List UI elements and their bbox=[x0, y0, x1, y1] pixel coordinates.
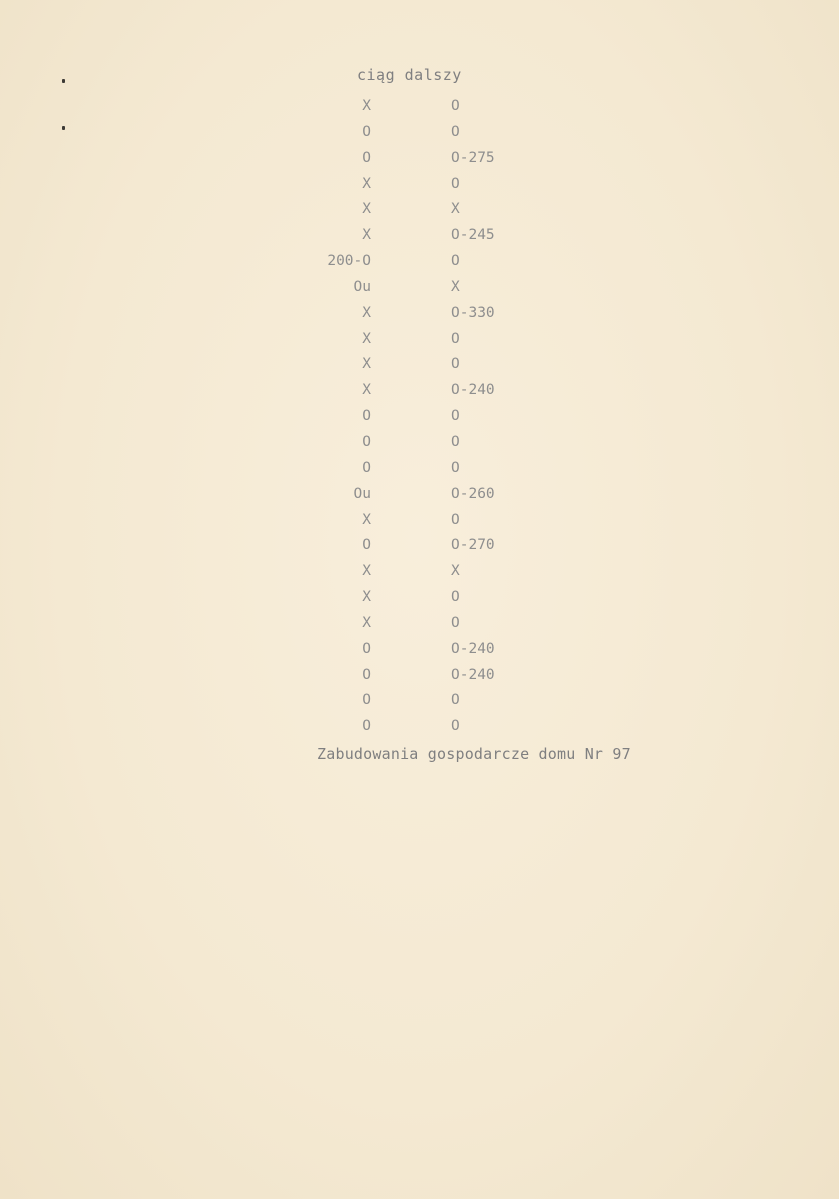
document-header: ciąg dalszy bbox=[357, 66, 462, 84]
entry-right-value: O bbox=[451, 98, 460, 114]
entry-left-value: Ou bbox=[353, 278, 371, 295]
entry-left-value: O bbox=[362, 718, 371, 735]
list-item bbox=[0, 611, 839, 637]
entry-right-value: O-260 bbox=[451, 485, 495, 502]
entry-left-value: O bbox=[362, 537, 371, 554]
entry-left-value: X bbox=[362, 98, 371, 114]
entry-right-value: O-240 bbox=[451, 640, 495, 657]
entry-right-value: O bbox=[451, 614, 460, 631]
entry-right-value: O-240 bbox=[451, 666, 495, 683]
list-item bbox=[0, 94, 839, 120]
entry-left-value: X bbox=[362, 563, 371, 580]
list-item bbox=[0, 352, 839, 378]
entry-right-value: O bbox=[451, 253, 460, 270]
list-item bbox=[0, 559, 839, 585]
entry-right-value: O bbox=[451, 433, 460, 450]
entry-left-value: 200-O bbox=[327, 253, 371, 270]
entry-right-value: O-270 bbox=[451, 537, 495, 554]
list-item bbox=[0, 456, 839, 482]
document-caption: Zabudowania gospodarcze domu Nr 97 bbox=[317, 745, 631, 763]
entry-right-value: O bbox=[451, 589, 460, 606]
entry-right-value: X bbox=[451, 201, 460, 218]
list-item bbox=[0, 404, 839, 430]
list-item bbox=[0, 508, 839, 534]
entry-left-value: O bbox=[362, 459, 371, 476]
entry-right-value: O bbox=[451, 459, 460, 476]
entry-right-value: O bbox=[451, 408, 460, 425]
entry-right-value: O bbox=[451, 175, 460, 192]
list-item bbox=[0, 146, 839, 172]
entry-right-value: O bbox=[451, 511, 460, 528]
entry-left-value: O bbox=[362, 123, 371, 140]
list-item bbox=[0, 688, 839, 714]
list-item bbox=[0, 223, 839, 249]
entry-right-value: O bbox=[451, 692, 460, 709]
list-item bbox=[0, 327, 839, 353]
entry-left-value: X bbox=[362, 304, 371, 321]
entry-right-value: O bbox=[451, 123, 460, 140]
entry-list bbox=[0, 94, 839, 740]
entry-left-value: O bbox=[362, 149, 371, 166]
entry-left-value: O bbox=[362, 433, 371, 450]
entry-left-value: X bbox=[362, 589, 371, 606]
entry-right-value: O bbox=[451, 330, 460, 347]
entry-left-value: O bbox=[362, 408, 371, 425]
entry-left-value: X bbox=[362, 356, 371, 373]
entry-left-value: X bbox=[362, 175, 371, 192]
entry-right-value: O-275 bbox=[451, 149, 495, 166]
entry-right-value: X bbox=[451, 278, 460, 295]
entry-left-value: X bbox=[362, 382, 371, 399]
list-item bbox=[0, 430, 839, 456]
list-item bbox=[0, 482, 839, 508]
entry-left-value: Ou bbox=[353, 485, 371, 502]
entry-left-value: X bbox=[362, 201, 371, 218]
list-item bbox=[0, 301, 839, 327]
entry-right-value: O-330 bbox=[451, 304, 495, 321]
list-item bbox=[0, 275, 839, 301]
list-item bbox=[0, 637, 839, 663]
list-item bbox=[0, 249, 839, 275]
entry-right-value: O bbox=[451, 356, 460, 373]
entry-right-value: O-240 bbox=[451, 382, 495, 399]
list-item bbox=[0, 172, 839, 198]
entry-right-value: O-245 bbox=[451, 227, 495, 244]
list-item bbox=[0, 197, 839, 223]
entry-left-value: O bbox=[362, 692, 371, 709]
entry-left-value: X bbox=[362, 227, 371, 244]
list-item bbox=[0, 663, 839, 689]
entry-left-value: X bbox=[362, 614, 371, 631]
entry-left-value: O bbox=[362, 666, 371, 683]
entry-left-value: X bbox=[362, 330, 371, 347]
list-item bbox=[0, 585, 839, 611]
list-item bbox=[0, 533, 839, 559]
list-item bbox=[0, 120, 839, 146]
entry-left-value: X bbox=[362, 511, 371, 528]
entry-right-value: O bbox=[451, 718, 460, 735]
list-item bbox=[0, 378, 839, 404]
entry-right-value: X bbox=[451, 563, 460, 580]
list-item bbox=[0, 714, 839, 740]
entry-left-value: O bbox=[362, 640, 371, 657]
margin-mark bbox=[62, 79, 65, 83]
